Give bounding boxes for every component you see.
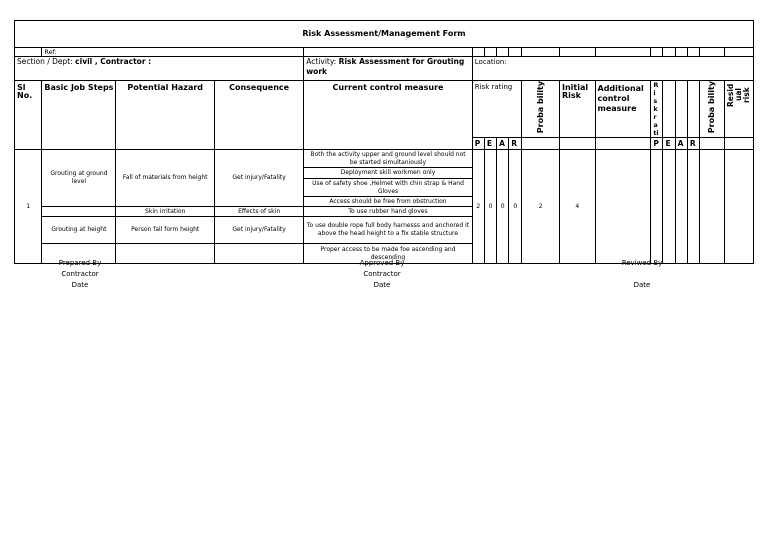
control-measure-1: Both the activity upper and ground level should not be started simultaniously	[304, 150, 472, 168]
hazard-falling-materials: Fall of materials from height	[116, 150, 214, 207]
blank-cell	[42, 207, 116, 217]
probability-value: 2	[522, 150, 560, 264]
job-step-ground: Grouting at ground level	[42, 150, 116, 207]
header-p: P	[472, 138, 484, 150]
consequence-injury-2: Get injury/Fatality	[214, 217, 303, 244]
header-residual-risk-cell	[725, 81, 754, 138]
approved-by-date: Date	[373, 281, 391, 289]
sl-number: 1	[15, 150, 42, 264]
job-step-height: Grouting at height	[42, 217, 116, 244]
hazard-skin-irritation: Skin irritation	[116, 207, 214, 217]
prepared-by-contractor: Contractor	[61, 270, 99, 278]
risk-assessment-form	[14, 20, 754, 264]
section-dept	[15, 57, 304, 81]
header-basic-job-steps: Basic Job Steps	[42, 81, 116, 150]
rating-e: 0	[484, 150, 496, 264]
header-p-2: P	[651, 138, 663, 150]
header-probability: Proba bility	[535, 81, 545, 134]
header-initial-risk: Initial Risk	[559, 81, 595, 138]
consequence-injury-1: Get injury/Fatality	[214, 150, 303, 207]
header-probability-cell	[522, 81, 560, 138]
prepared-by-date: Date	[71, 281, 89, 289]
header-a-2: A	[675, 138, 687, 150]
control-measure-4: Access should be free from obstruction	[304, 197, 472, 207]
risk-assessment-table	[14, 20, 754, 264]
rating-p: 2	[472, 150, 484, 264]
ref-label: Ref:	[42, 48, 304, 57]
header-e-2: E	[663, 138, 675, 150]
hazard-person-fall: Person fall form height	[116, 217, 214, 244]
header-risk-rating: Risk rating	[472, 81, 522, 138]
header-r-2: R	[687, 138, 699, 150]
activity-label: Activity:	[306, 57, 337, 66]
blank-cell	[304, 48, 472, 57]
reviewed-by-block	[587, 258, 697, 291]
header-risk-rating-short: Ri sk ra ti	[651, 81, 663, 138]
activity-cell	[304, 57, 472, 81]
header-r: R	[509, 138, 522, 150]
header-current-control: Current control measure	[304, 81, 472, 150]
approved-by-block	[327, 258, 437, 291]
header-residual-risk: Resid ual risk	[726, 83, 752, 107]
rating-a: 0	[497, 150, 509, 264]
prepared-by-label: Prepared By	[58, 259, 102, 267]
blank-cell	[15, 48, 42, 57]
consequence-skin: Effects of skin	[214, 207, 303, 217]
prepared-by-block	[25, 258, 135, 291]
header-a: A	[497, 138, 509, 150]
section-label: Section / Dept:	[17, 57, 73, 66]
activity-value: Risk Assessment for Grouting work	[306, 57, 465, 76]
control-measure-2: Deployment skill workmen only	[304, 168, 472, 179]
location-label: Location:	[472, 57, 753, 81]
header-probability-2: Proba bility	[707, 81, 717, 134]
approved-by-label: Approved By	[359, 259, 405, 267]
control-measure-6: To use double rope full body harnesss and anchored it above the head height to a fix stable structure	[304, 217, 472, 244]
control-measure-7: Proper access to be made foe ascending and descending	[304, 244, 472, 264]
header-sl-no: Sl No.	[15, 81, 42, 150]
header-e: E	[484, 138, 496, 150]
form-title: Risk Assessment/Management Form	[15, 21, 754, 48]
control-measure-3: Use of safety shoe ,Helmet with chin strap & Hand Gloves	[304, 179, 472, 197]
approved-by-contractor: Contractor	[363, 270, 401, 278]
header-potential-hazard: Potential Hazard	[116, 81, 214, 150]
initial-risk-value: 4	[559, 150, 595, 264]
control-measure-5: To use rubber hand gloves	[304, 207, 472, 217]
header-consequence: Consequence	[214, 81, 303, 150]
header-probability-2-cell	[700, 81, 725, 138]
rating-r: 0	[509, 150, 522, 264]
section-value: civil , Contractor :	[75, 57, 152, 66]
header-additional-control: Additional control measure	[595, 81, 651, 138]
reviewed-by-label: Reviwed By	[621, 259, 663, 267]
reviewed-by-date: Date	[633, 281, 651, 289]
